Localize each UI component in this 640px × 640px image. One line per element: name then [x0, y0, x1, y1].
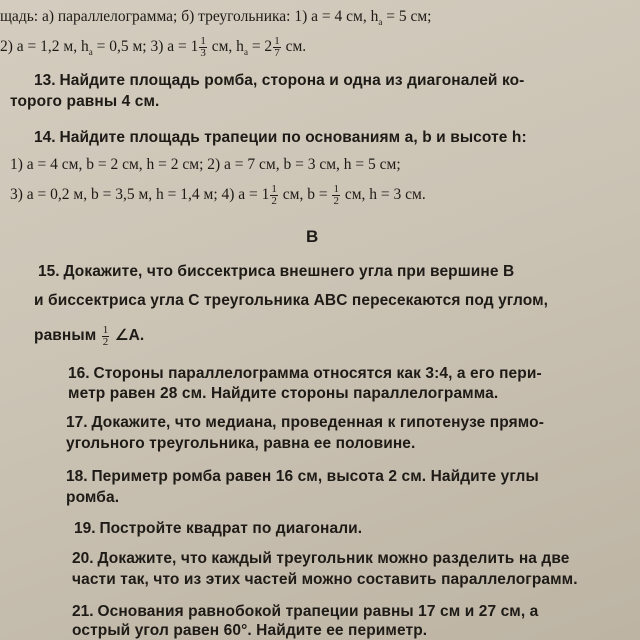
problem-17-line-2 [66, 435, 640, 453]
problem-20-line-1 [72, 550, 640, 568]
problem-15-line-3 [34, 325, 640, 348]
problem-number: 21. [72, 603, 94, 620]
text: см, h [207, 38, 244, 56]
text: равным [34, 327, 101, 345]
problem-number: 18. [66, 468, 88, 485]
problem-19-line-1 [74, 520, 640, 538]
problem-20-line-2 [72, 571, 640, 589]
problem-text: угольного треугольника, равна ее половине. [66, 435, 416, 452]
problem-17-line-1 [66, 414, 640, 432]
problem-text: части так, что из этих частей можно составить параллелограмм. [72, 571, 578, 588]
problem-15-line-1 [38, 263, 640, 281]
problem-15-line-2 [34, 292, 640, 310]
problem-number: 14. [34, 129, 56, 146]
problem-text: Докажите, что медиана, проведенная к гипотенузе прямо- [91, 414, 544, 431]
problem-text: Основания равнобокой трапеции равны 17 см и 27 см, а [97, 603, 539, 620]
problem-16-line-1 [68, 365, 640, 383]
problem-text: Периметр ромба равен 16 см, высота 2 см. Найдите углы [91, 468, 539, 485]
problem-text: острый угол равен 60°. Найдите ее периметр. [72, 622, 428, 639]
problem-text: и биссектриса угла C треугольника ABC пересекаются под углом, [34, 292, 549, 309]
fraction-1-2: $\frac{1}{2}$ [271, 183, 277, 207]
text: = 2 [247, 38, 273, 56]
problem-number: 16. [68, 365, 90, 382]
problem-number: 17. [66, 414, 88, 431]
text: ∠A. [110, 327, 145, 345]
problem-21-line-1 [72, 603, 640, 621]
problem-21-line-2 [72, 622, 640, 640]
problem-12-line-2 [0, 36, 640, 61]
text: см, h = 3 см. [340, 186, 426, 204]
subscript: a [378, 17, 383, 28]
problem-12-line-1 [0, 8, 640, 31]
problem-text: метр равен 28 см. Найдите стороны параллелограмма. [68, 385, 499, 402]
text: см, b = [278, 186, 332, 204]
section-label: B [306, 227, 319, 246]
problem-14-cases-row-1 [10, 156, 640, 174]
problem-16-line-2 [68, 385, 640, 403]
fraction-1-2: $\frac{1}{2}$ [102, 324, 109, 348]
problem-14-line-1 [34, 129, 640, 147]
problem-number: 15. [38, 263, 60, 280]
problem-text: Докажите, что каждый треугольник можно разделить на две [97, 550, 570, 567]
problem-13-line-2 [10, 93, 640, 111]
fraction-1-2: $\frac{1}{2}$ [333, 183, 339, 207]
problem-18-line-1 [66, 468, 640, 486]
problem-text: Найдите площадь ромба, сторона и одна из диагоналей ко- [59, 72, 525, 89]
problem-number: 19. [74, 520, 96, 537]
text: = 5 см; [382, 8, 432, 25]
problem-number: 20. [72, 550, 94, 567]
problem-text: Постройте квадрат по диагонали. [99, 520, 363, 537]
text: щадь: а) параллелограмма; б) треугольника: 1) a = 4 см, h [0, 8, 379, 25]
fraction-1-7: $\frac{1}{7}$ [274, 35, 280, 59]
text: = 0,5 м; 3) a = 1 [92, 38, 199, 56]
problem-13-line-1 [34, 72, 640, 90]
problem-text: Докажите, что биссектриса внешнего угла при вершине B [63, 263, 515, 280]
text: 2) a = 1,2 м, h [0, 38, 89, 56]
text: 3) a = 0,2 м, b = 3,5 м, h = 1,4 м; 4) a = 1 [10, 186, 270, 204]
problem-text: торого равны 4 см. [10, 93, 160, 110]
fraction-1-3: $\frac{1}{3}$ [200, 35, 206, 59]
problem-14-cases-row-2 [10, 184, 640, 207]
subscript: a [88, 47, 93, 58]
text: 1) a = 4 см, b = 2 см, h = 2 см; 2) a = 7 см, b = 3 см, h = 5 см; [10, 156, 401, 173]
problem-text: Найдите площадь трапеции по основаниям a, b и высоте h: [59, 129, 527, 146]
problem-18-line-2 [66, 489, 640, 507]
subscript: a [243, 47, 248, 58]
problem-number: 13. [34, 72, 56, 89]
problem-text: Стороны параллелограмма относятся как 3:4, а его пери- [93, 365, 542, 382]
problem-text: ромба. [66, 489, 120, 506]
text: см. [281, 38, 307, 56]
